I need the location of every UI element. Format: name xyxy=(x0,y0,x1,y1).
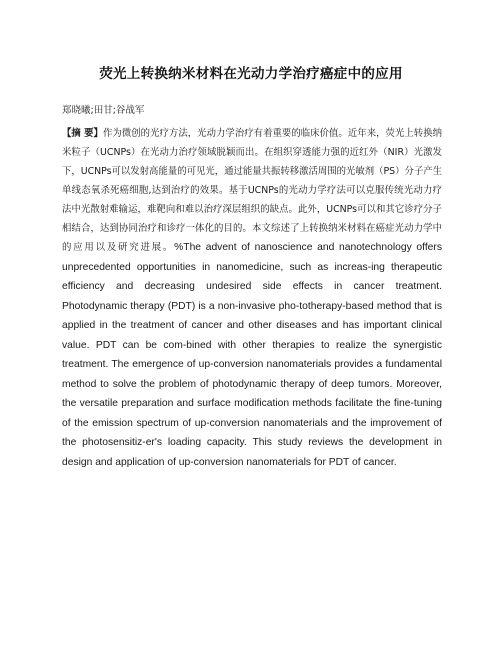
abstract-english: %The advent of nanoscience and nanotechnology offers unprecedented opportunities in nanomedicine, such as increas-ing therapeutic efficiency and decreasing undesired side effects in cancer treatment. Photodynamic therapy (PDT) is a non-invasive pho-totherapy-based method that is applied in the treatment of cancer and other diseases and has important clinical value. PDT can be com-bined with other therapies to realize the synergistic treatment. The emergence of up-conversion nanomaterials provides a fundamental method to solve the problem of photodynamic therapy of deep tumors. Moreover, the versatile preparation and surface modification methods facilitate the fine-tuning of the emission spectrum of up-conversion nanomaterials and the improvement of the photosensitiz-er's loading capacity. This study reviews the development in design and application of up-conversion nanomaterials for PDT of cancer. xyxy=(62,242,442,468)
abstract-chinese: 作为微创的光疗方法，光动力学治疗有着重要的临床价值。近年来，荧光上转换纳米粒子（UCNPs）在光动力治疗领域脱颖而出。在组织穿透能力强的近红外（NIR）光激发下，UCNPs可以发射高能量的可见光，通过能量共振转移激活周围的光敏剂（PS）分子产生单线态氧杀死癌细胞,达到治疗的效果。基于UCNPs的光动力学疗法可以克服传统光动力疗法中光散射难输运，难靶向和难以治疗深层组织的缺点。此外，UCNPs可以和其它诊疗分子相结合，达到协同治疗和诊疗一体化的目的。本文综述了上转换纳米材料在癌症光动力学中的应用以及研究进展。 xyxy=(62,128,442,253)
abstract-block xyxy=(62,124,442,472)
abstract-cn-wrap xyxy=(62,128,442,253)
paper-title: 荧光上转换纳米材料在光动力学治疗癌症中的应用 xyxy=(99,66,403,82)
abstract-label: 【摘 要】 xyxy=(62,128,103,139)
paper-authors: 郑晓曦;田甘;谷战军 xyxy=(62,105,145,116)
